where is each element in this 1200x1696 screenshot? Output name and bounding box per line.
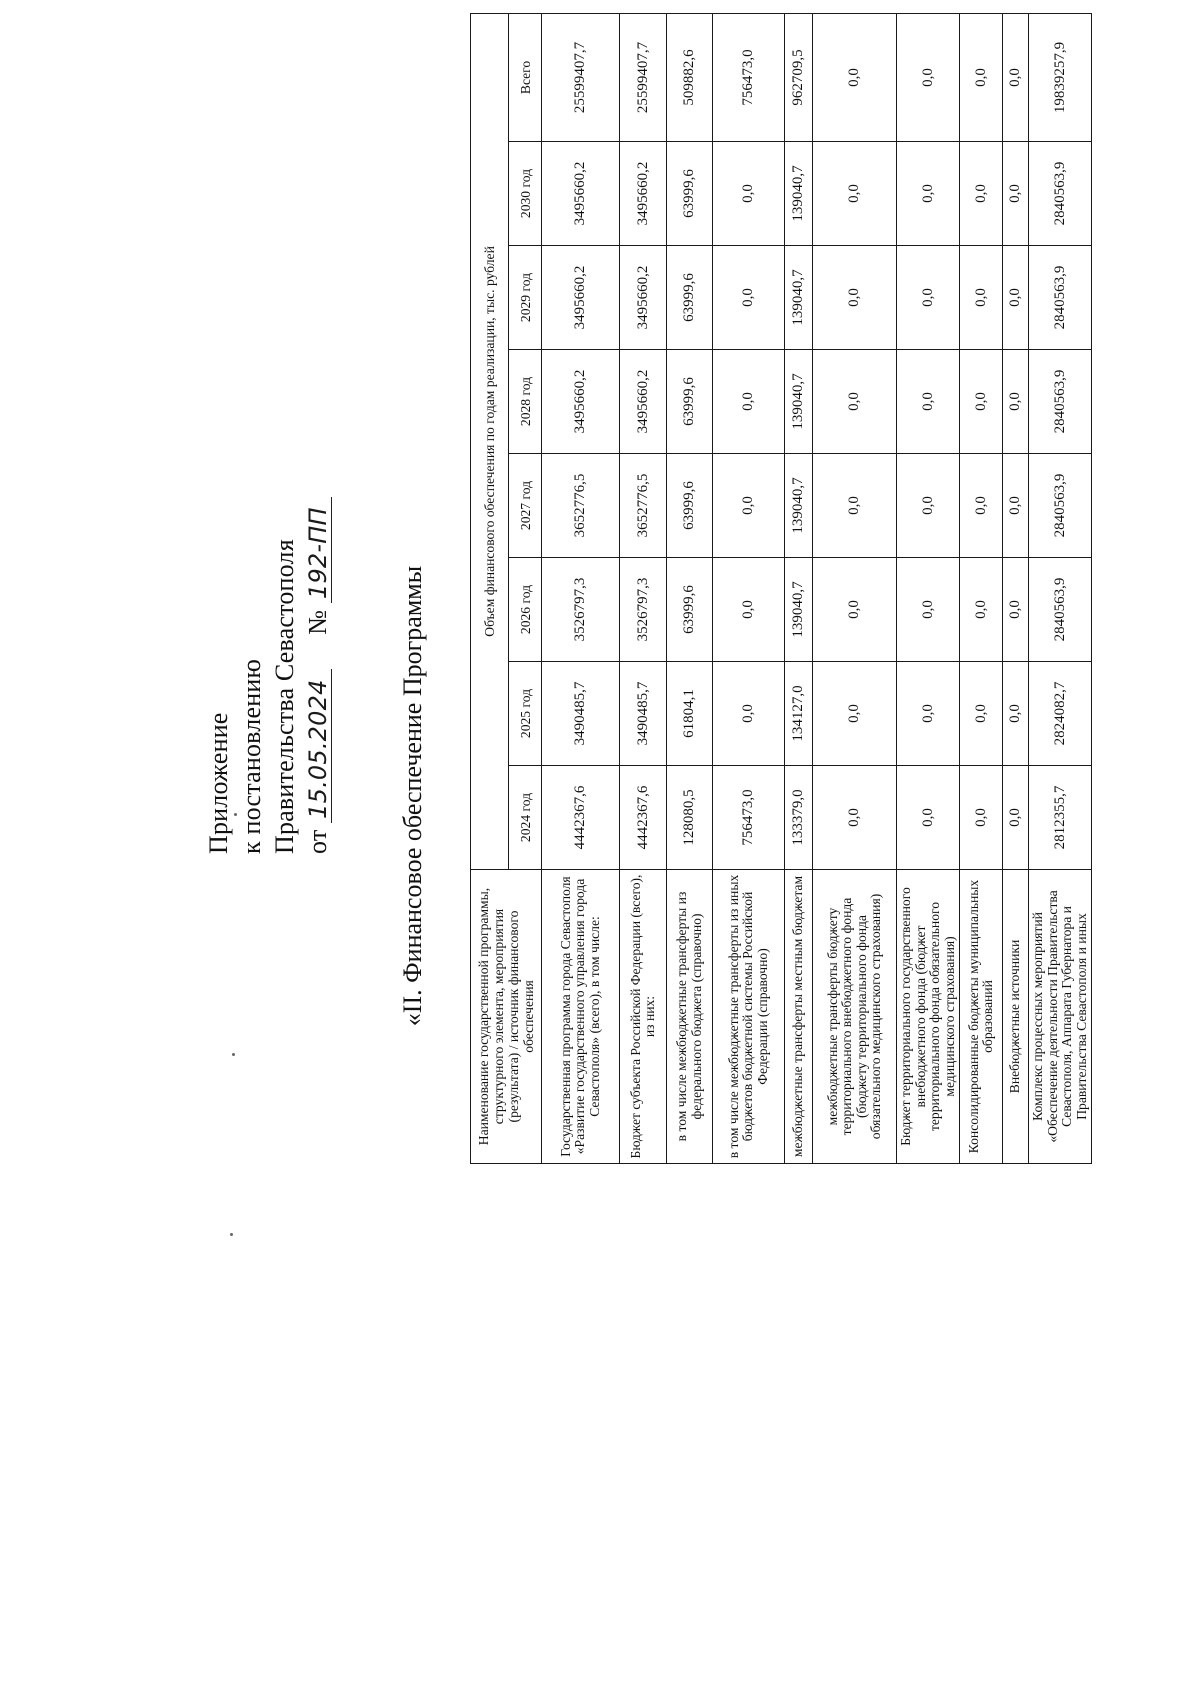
amount-cell: 0,0 — [813, 246, 897, 350]
amount-cell: 0,0 — [713, 350, 785, 454]
amount-cell: 0,0 — [1003, 350, 1029, 454]
year-column-header: 2029 год — [509, 246, 542, 350]
funding-source-cell: Консолидированные бюджеты муниципальных образований — [960, 870, 1003, 1164]
amount-cell: 756473,0 — [713, 13, 785, 141]
table-row — [620, 13, 667, 1163]
amount-cell: 134127,0 — [785, 662, 813, 766]
amount-cell: 3526797,3 — [542, 558, 620, 662]
amount-cell: 3495660,2 — [620, 246, 667, 350]
year-column-header: 2026 год — [509, 558, 542, 662]
financing-table — [470, 13, 1092, 1164]
amount-cell: 0,0 — [813, 766, 897, 870]
amount-cell: 2840563,9 — [1029, 558, 1092, 662]
date-prefix: от — [303, 829, 332, 854]
amount-cell: 139040,7 — [785, 350, 813, 454]
table-row — [813, 13, 897, 1163]
amount-cell: 19839257,9 — [1029, 13, 1092, 141]
appendix-date-line — [301, 497, 334, 854]
amount-cell: 139040,7 — [785, 142, 813, 246]
amount-cell: 0,0 — [1003, 662, 1029, 766]
amount-cell: 139040,7 — [785, 246, 813, 350]
amount-cell: 0,0 — [713, 454, 785, 558]
amount-cell: 0,0 — [960, 454, 1003, 558]
amount-cell: 0,0 — [1003, 454, 1029, 558]
amount-cell: 3490485,7 — [620, 662, 667, 766]
amount-cell: 0,0 — [960, 246, 1003, 350]
funding-source-cell: межбюджетные трансферты местным бюджетам — [785, 870, 813, 1164]
amount-cell: 63999,6 — [667, 142, 713, 246]
amount-cell: 0,0 — [713, 558, 785, 662]
header-row — [471, 13, 509, 1163]
amount-cell: 3495660,2 — [620, 142, 667, 246]
funding-source-cell: Комплекс процессных мероприятий «Обеспечение деятельности Правительства Севастополя, Аппарата Губернатора и Правительства Севастополя и иных — [1029, 870, 1092, 1164]
appendix-block — [202, 497, 334, 854]
amount-cell: 63999,6 — [667, 246, 713, 350]
amount-cell: 0,0 — [960, 13, 1003, 141]
funding-source-cell: Внебюджетные источники — [1003, 870, 1029, 1164]
amount-cell: 61804,1 — [667, 662, 713, 766]
year-column-header: 2024 год — [509, 766, 542, 870]
amount-cell: 0,0 — [1003, 13, 1029, 141]
handwritten-date: 15.05.2024 — [305, 669, 332, 822]
number-label: № — [303, 609, 332, 635]
amount-cell: 0,0 — [813, 142, 897, 246]
appendix-line: Приложение — [204, 712, 233, 854]
amount-cell: 0,0 — [713, 142, 785, 246]
amount-cell: 0,0 — [713, 662, 785, 766]
funding-source-cell: Бюджет территориального государственного внебюджетного фонда (бюджет территориального фонда обязательного медицинского страхования) — [897, 870, 960, 1164]
amount-cell: 0,0 — [897, 350, 960, 454]
appendix-line: к постановлению — [237, 658, 266, 854]
year-column-header: 2027 год — [509, 454, 542, 558]
table-body — [542, 13, 1092, 1163]
amount-cell: 0,0 — [897, 766, 960, 870]
amount-cell: 0,0 — [1003, 766, 1029, 870]
amount-cell: 0,0 — [1003, 558, 1029, 662]
year-column-header: 2030 год — [509, 142, 542, 246]
amount-cell: 139040,7 — [785, 454, 813, 558]
amount-cell: 2840563,9 — [1029, 454, 1092, 558]
amount-cell: 0,0 — [1003, 246, 1029, 350]
amount-cell: 3495660,2 — [542, 246, 620, 350]
amount-cell: 0,0 — [1003, 142, 1029, 246]
year-column-header: 2025 год — [509, 662, 542, 766]
amount-cell: 0,0 — [813, 350, 897, 454]
amount-cell: 63999,6 — [667, 558, 713, 662]
amount-cell: 509882,6 — [667, 13, 713, 141]
amount-cell: 2824082,7 — [1029, 662, 1092, 766]
amount-cell: 25599407,7 — [620, 13, 667, 141]
amount-cell: 0,0 — [897, 558, 960, 662]
section-title: «II. Финансовое обеспечение Программы — [398, 565, 427, 1027]
amount-cell: 0,0 — [897, 662, 960, 766]
funding-source-cell: Бюджет субъекта Российской Федерации (всего), из них: — [620, 870, 667, 1164]
table-row — [667, 13, 713, 1163]
amount-cell: 4442367,6 — [620, 766, 667, 870]
scan-speck — [232, 1053, 235, 1056]
table-row — [785, 13, 813, 1163]
funding-source-cell: в том числе межбюджетные трансферты из иных бюджетов бюджетной системы Российской Федерации (справочно) — [713, 870, 785, 1164]
amount-cell: 0,0 — [897, 246, 960, 350]
amount-cell: 962709,5 — [785, 13, 813, 141]
amount-cell: 0,0 — [897, 142, 960, 246]
amount-cell: 3526797,3 — [620, 558, 667, 662]
year-column-header: Всего — [509, 13, 542, 141]
amount-cell: 0,0 — [960, 766, 1003, 870]
table-row — [1003, 13, 1029, 1163]
amount-cell: 3490485,7 — [542, 662, 620, 766]
amount-cell: 3495660,2 — [542, 142, 620, 246]
amount-cell: 0,0 — [960, 350, 1003, 454]
amount-cell: 3495660,2 — [542, 350, 620, 454]
amount-cell: 0,0 — [813, 558, 897, 662]
handwritten-number: 192-ПП — [305, 497, 332, 603]
table-row — [897, 13, 960, 1163]
funding-source-cell: межбюджетные трансферты бюджету территориального внебюджетного фонда (бюджету территориального фонда обязательного медицинского страхования) — [813, 870, 897, 1164]
amount-cell: 25599407,7 — [542, 13, 620, 141]
table-row — [713, 13, 785, 1163]
amount-cell: 0,0 — [897, 454, 960, 558]
table-row — [960, 13, 1003, 1163]
amount-cell: 0,0 — [813, 662, 897, 766]
appendix-line: Правительства Севастополя — [270, 539, 299, 854]
amount-cell: 0,0 — [960, 662, 1003, 766]
amount-cell: 0,0 — [960, 558, 1003, 662]
scan-speck — [230, 1233, 233, 1236]
amount-cell: 0,0 — [713, 246, 785, 350]
amount-cell: 139040,7 — [785, 558, 813, 662]
amount-cell: 0,0 — [813, 454, 897, 558]
table-row — [1029, 13, 1092, 1163]
name-column-header: Наименование государственной программы, структурного элемента, мероприятия (результата) / источник финансового обеспечения — [471, 870, 542, 1164]
amount-cell: 0,0 — [960, 142, 1003, 246]
amount-cell: 4442367,6 — [542, 766, 620, 870]
amount-cell: 133379,0 — [785, 766, 813, 870]
funding-source-cell: в том числе межбюджетные трансферты из федерального бюджета (справочно) — [667, 870, 713, 1164]
amount-cell: 3652776,5 — [542, 454, 620, 558]
amount-cell: 63999,6 — [667, 454, 713, 558]
amount-cell: 63999,6 — [667, 350, 713, 454]
amount-cell: 2840563,9 — [1029, 142, 1092, 246]
funding-group-header: Объем финансового обеспечения по годам реализации, тыс. рублей — [471, 13, 509, 869]
amount-cell: 0,0 — [813, 13, 897, 141]
amount-cell: 2840563,9 — [1029, 350, 1092, 454]
funding-source-cell: Государственная программа города Севастополя «Развитие государственного управления города Севастополя» (всего), в том числе: — [542, 870, 620, 1164]
year-column-header: 2028 год — [509, 350, 542, 454]
amount-cell: 0,0 — [897, 13, 960, 141]
amount-cell: 2840563,9 — [1029, 246, 1092, 350]
amount-cell: 3495660,2 — [620, 350, 667, 454]
amount-cell: 3652776,5 — [620, 454, 667, 558]
table-row — [542, 13, 620, 1163]
amount-cell: 128080,5 — [667, 766, 713, 870]
amount-cell: 756473,0 — [713, 766, 785, 870]
amount-cell: 2812355,7 — [1029, 766, 1092, 870]
